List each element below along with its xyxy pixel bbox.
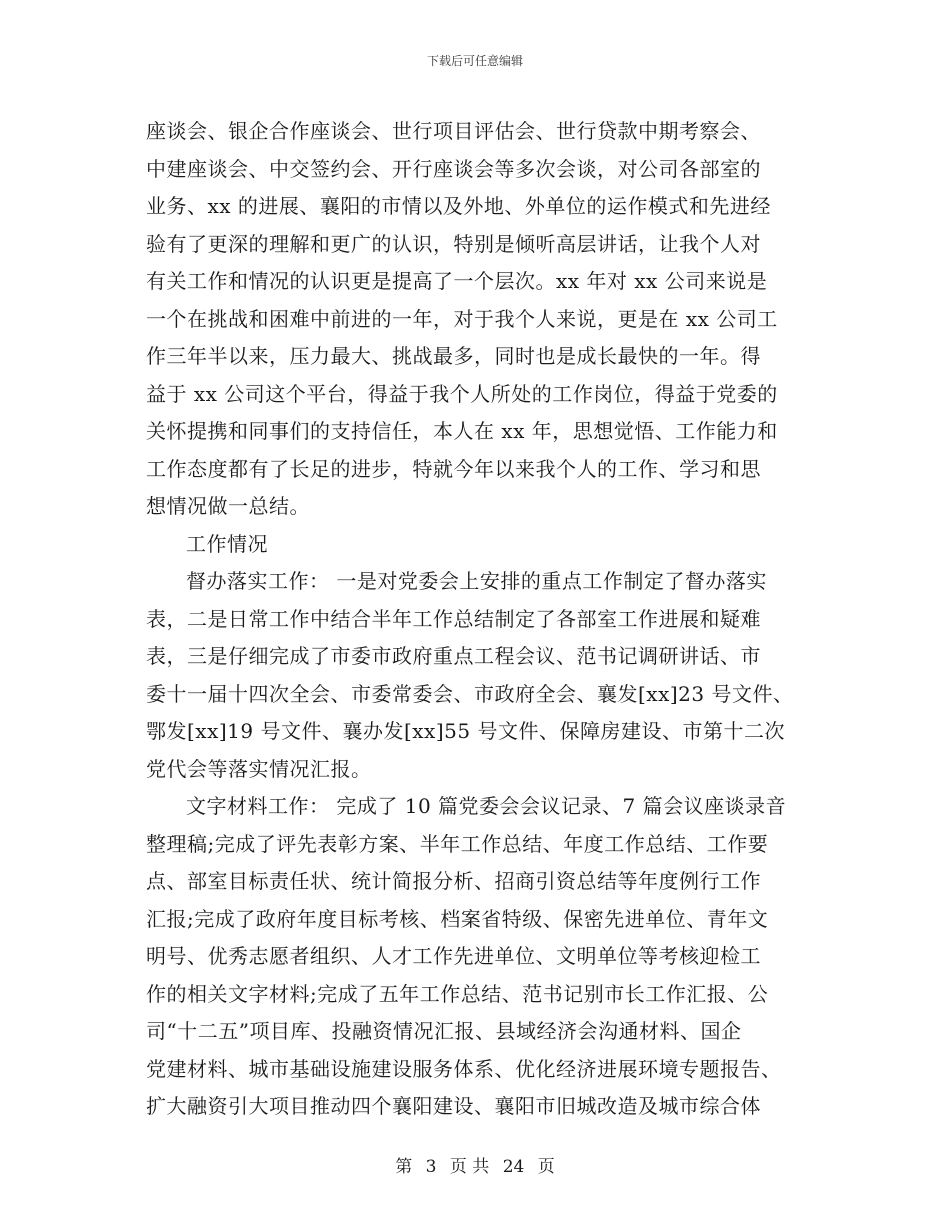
text-line: 一个在挑战和困难中前进的一年，对于我个人来说，更是在 xx 公司工 bbox=[146, 306, 778, 331]
text-line: 扩大融资引大项目推动四个襄阳建设、襄阳市旧城改造及城市综合体 bbox=[146, 1094, 761, 1118]
text-line: 党建材料、城市基础设施建设服务体系、优化经济进展环境专题报告、 bbox=[146, 1056, 782, 1081]
page-header: 下载后可任意编辑 bbox=[426, 54, 523, 68]
text-line: 表，二是日常工作中结合半年工作总结制定了各部室工作进展和疑难 bbox=[146, 606, 761, 631]
text-line: 关怀提携和同事们的支持信任，本人在 xx 年，思想觉悟、工作能力和 bbox=[146, 419, 778, 443]
text-line: 作三年半以来，压力最大、挑战最多，同时也是成长最快的一年。得 bbox=[146, 344, 761, 368]
page-footer bbox=[0, 1152, 950, 1177]
text-line: 明号、优秀志愿者组织、人才工作先进单位、文明单位等考核迎检工 bbox=[146, 944, 761, 968]
text-line: 益于 xx 公司这个平台，得益于我个人所处的工作岗位，得益于党委的 bbox=[146, 381, 778, 406]
text-line: 整理稿;完成了评先表彰方案、半年工作总结、年度工作总结、工作要 bbox=[146, 831, 769, 856]
text-line: 想情况做一总结。 bbox=[146, 494, 310, 518]
text-line: 中建座谈会、中交签约会、开行座谈会等多次会谈，对公司各部室的 bbox=[146, 156, 761, 181]
text-line: 司“十二五”项目库、投融资情况汇报、县域经济会沟通材料、国企 bbox=[146, 1019, 742, 1043]
text-line: 委十一届十四次全会、市委常委会、市政府全会、襄发[xx]23 号文件、 bbox=[146, 681, 794, 706]
footer-suffix: 页 bbox=[537, 1157, 555, 1177]
footer-prefix: 第 bbox=[395, 1157, 413, 1177]
text-line: 作的相关文字材料;完成了五年工作总结、范书记别市长工作汇报、公 bbox=[146, 981, 769, 1006]
document-body bbox=[146, 113, 806, 1126]
text-line: 党代会等落实情况汇报。 bbox=[146, 756, 372, 781]
text-line: 汇报;完成了政府年度目标考核、档案省特级、保密先进单位、青年文 bbox=[146, 906, 769, 931]
footer-middle: 页 共 bbox=[449, 1157, 490, 1177]
text-line: 业务、xx 的进展、襄阳的市情以及外地、外单位的运作模式和先进经 bbox=[146, 194, 771, 218]
text-line: 有关工作和情况的认识更是提高了一个层次。xx 年对 xx 公司来说是 bbox=[146, 269, 768, 293]
text-line: 验有了更深的理解和更广的认识，特别是倾听高层讲话，让我个人对 bbox=[146, 231, 761, 256]
section-heading: 工作情况 bbox=[186, 531, 268, 556]
text-line: 座谈会、银企合作座谈会、世行项目评估会、世行贷款中期考察会、 bbox=[146, 119, 761, 143]
text-line: 文字材料工作： 完成了 10 篇党委会会议记录、7 篇会议座谈录音 bbox=[186, 794, 787, 818]
text-line: 工作态度都有了长足的进步，特就今年以来我个人的工作、学习和思 bbox=[146, 456, 761, 481]
text-line: 督办落实工作： 一是对党委会上安排的重点工作制定了督办落实 bbox=[186, 569, 767, 593]
text-line: 表，三是仔细完成了市委市政府重点工程会议、范书记调研讲话、市 bbox=[146, 644, 761, 668]
total-pages-number: 24 bbox=[502, 1157, 525, 1177]
current-page-number: 3 bbox=[425, 1157, 437, 1177]
text-line: 点、部室目标责任状、统计简报分析、招商引资总结等年度例行工作 bbox=[146, 869, 761, 893]
text-line: 鄂发[xx]19 号文件、襄办发[xx]55 号文件、保障房建设、市第十二次 bbox=[146, 719, 785, 743]
